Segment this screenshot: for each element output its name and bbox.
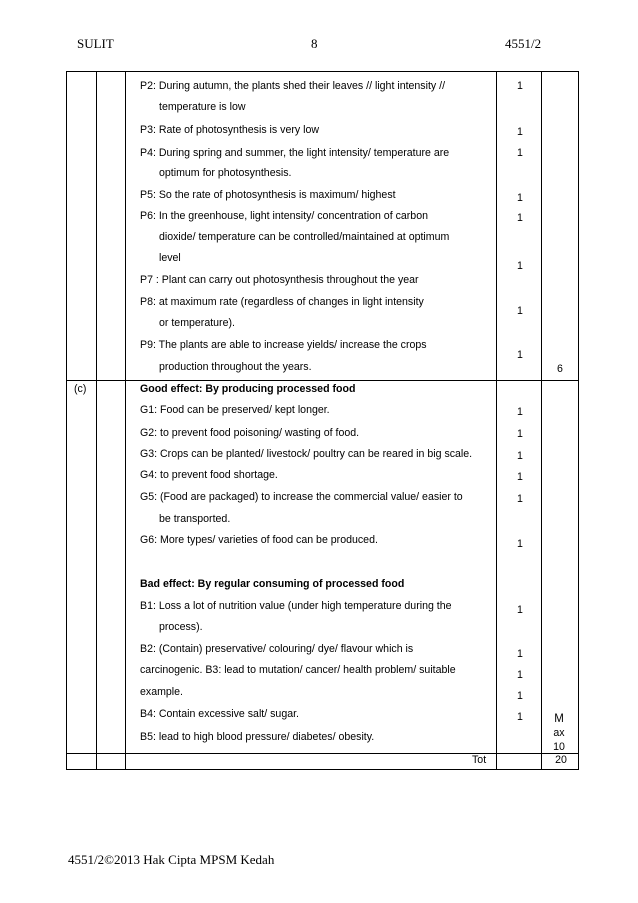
mark-value: 1 bbox=[517, 690, 523, 702]
answer-line: process). bbox=[159, 621, 203, 633]
mark-value: 1 bbox=[517, 406, 523, 418]
answer-line: or temperature). bbox=[159, 317, 235, 329]
answer-line: P7 : Plant can carry out photosynthesis throughout the year bbox=[140, 274, 419, 286]
answer-line: B5: lead to high blood pressure/ diabetes/ obesity. bbox=[140, 731, 375, 743]
answer-line: level bbox=[159, 252, 181, 264]
good-effect-heading: Good effect: By producing processed food bbox=[140, 383, 356, 395]
mark-value: 1 bbox=[517, 648, 523, 660]
max-mark-line: 10 bbox=[553, 741, 565, 753]
mark-value: 1 bbox=[517, 212, 523, 224]
answer-line: G4: to prevent food shortage. bbox=[140, 469, 278, 481]
total-value: 20 bbox=[555, 754, 567, 766]
answer-line: G3: Crops can be planted/ livestock/ poultry can be reared in big scale. bbox=[140, 448, 473, 460]
header-page-number: 8 bbox=[311, 36, 318, 51]
section-max-mark: 6 bbox=[557, 363, 563, 375]
answer-line: P8: at maximum rate (regardless of changes in light intensity bbox=[140, 296, 424, 308]
answer-line: P5: So the rate of photosynthesis is maximum/ highest bbox=[140, 189, 396, 201]
mark-value: 1 bbox=[517, 305, 523, 317]
answer-line: G1: Food can be preserved/ kept longer. bbox=[140, 404, 330, 416]
mark-value: 1 bbox=[517, 711, 523, 723]
question-label: (c) bbox=[74, 383, 87, 395]
mark-value: 1 bbox=[517, 669, 523, 681]
total-label: Tot bbox=[472, 754, 487, 766]
answer-line: B4: Contain excessive salt/ sugar. bbox=[140, 708, 299, 720]
answer-line: G5: (Food are packaged) to increase the commercial value/ easier to bbox=[140, 491, 463, 503]
mark-value: 1 bbox=[517, 126, 523, 138]
mark-value: 1 bbox=[517, 471, 523, 483]
footer-copyright: 4551/2©2013 Hak Cipta MPSM Kedah bbox=[68, 852, 275, 867]
answer-line: P3: Rate of photosynthesis is very low bbox=[140, 124, 320, 136]
answer-line: P9: The plants are able to increase yields/ increase the crops bbox=[140, 339, 427, 351]
answer-line: B2: (Contain) preservative/ colouring/ dye/ flavour which is bbox=[140, 643, 414, 655]
answer-line: carcinogenic. B3: lead to mutation/ cancer/ health problem/ suitable bbox=[140, 664, 456, 676]
mark-value: 1 bbox=[517, 192, 523, 204]
max-mark-line: M bbox=[554, 713, 564, 725]
answer-line: production throughout the years. bbox=[159, 361, 312, 373]
mark-value: 1 bbox=[517, 260, 523, 272]
answer-line: P4: During spring and summer, the light intensity/ temperature are bbox=[140, 147, 450, 159]
mark-value: 1 bbox=[517, 604, 523, 616]
answer-line: P2: During autumn, the plants shed their leaves // light intensity // bbox=[140, 80, 446, 92]
mark-value: 1 bbox=[517, 450, 523, 462]
mark-value: 1 bbox=[517, 538, 523, 550]
bad-effect-heading: Bad effect: By regular consuming of processed food bbox=[140, 578, 405, 590]
answer-line: B1: Loss a lot of nutrition value (under high temperature during the bbox=[140, 600, 452, 612]
answer-line: example. bbox=[140, 686, 183, 698]
answer-line: temperature is low bbox=[159, 101, 246, 113]
answer-line: dioxide/ temperature can be controlled/maintained at optimum bbox=[159, 231, 450, 243]
header-paper-code: 4551/2 bbox=[505, 36, 542, 51]
max-mark-line: ax bbox=[553, 727, 565, 739]
mark-value: 1 bbox=[517, 80, 523, 92]
answer-line: optimum for photosynthesis. bbox=[159, 167, 292, 179]
answer-line: P6: In the greenhouse, light intensity/ concentration of carbon bbox=[140, 210, 428, 222]
mark-value: 1 bbox=[517, 147, 523, 159]
mark-value: 1 bbox=[517, 428, 523, 440]
answer-line: be transported. bbox=[159, 513, 231, 525]
answer-line: G6: More types/ varieties of food can be produced. bbox=[140, 534, 378, 546]
answer-line: G2: to prevent food poisoning/ wasting of food. bbox=[140, 427, 360, 439]
mark-value: 1 bbox=[517, 349, 523, 361]
mark-value: 1 bbox=[517, 493, 523, 505]
header-sulit: SULIT bbox=[77, 36, 114, 51]
